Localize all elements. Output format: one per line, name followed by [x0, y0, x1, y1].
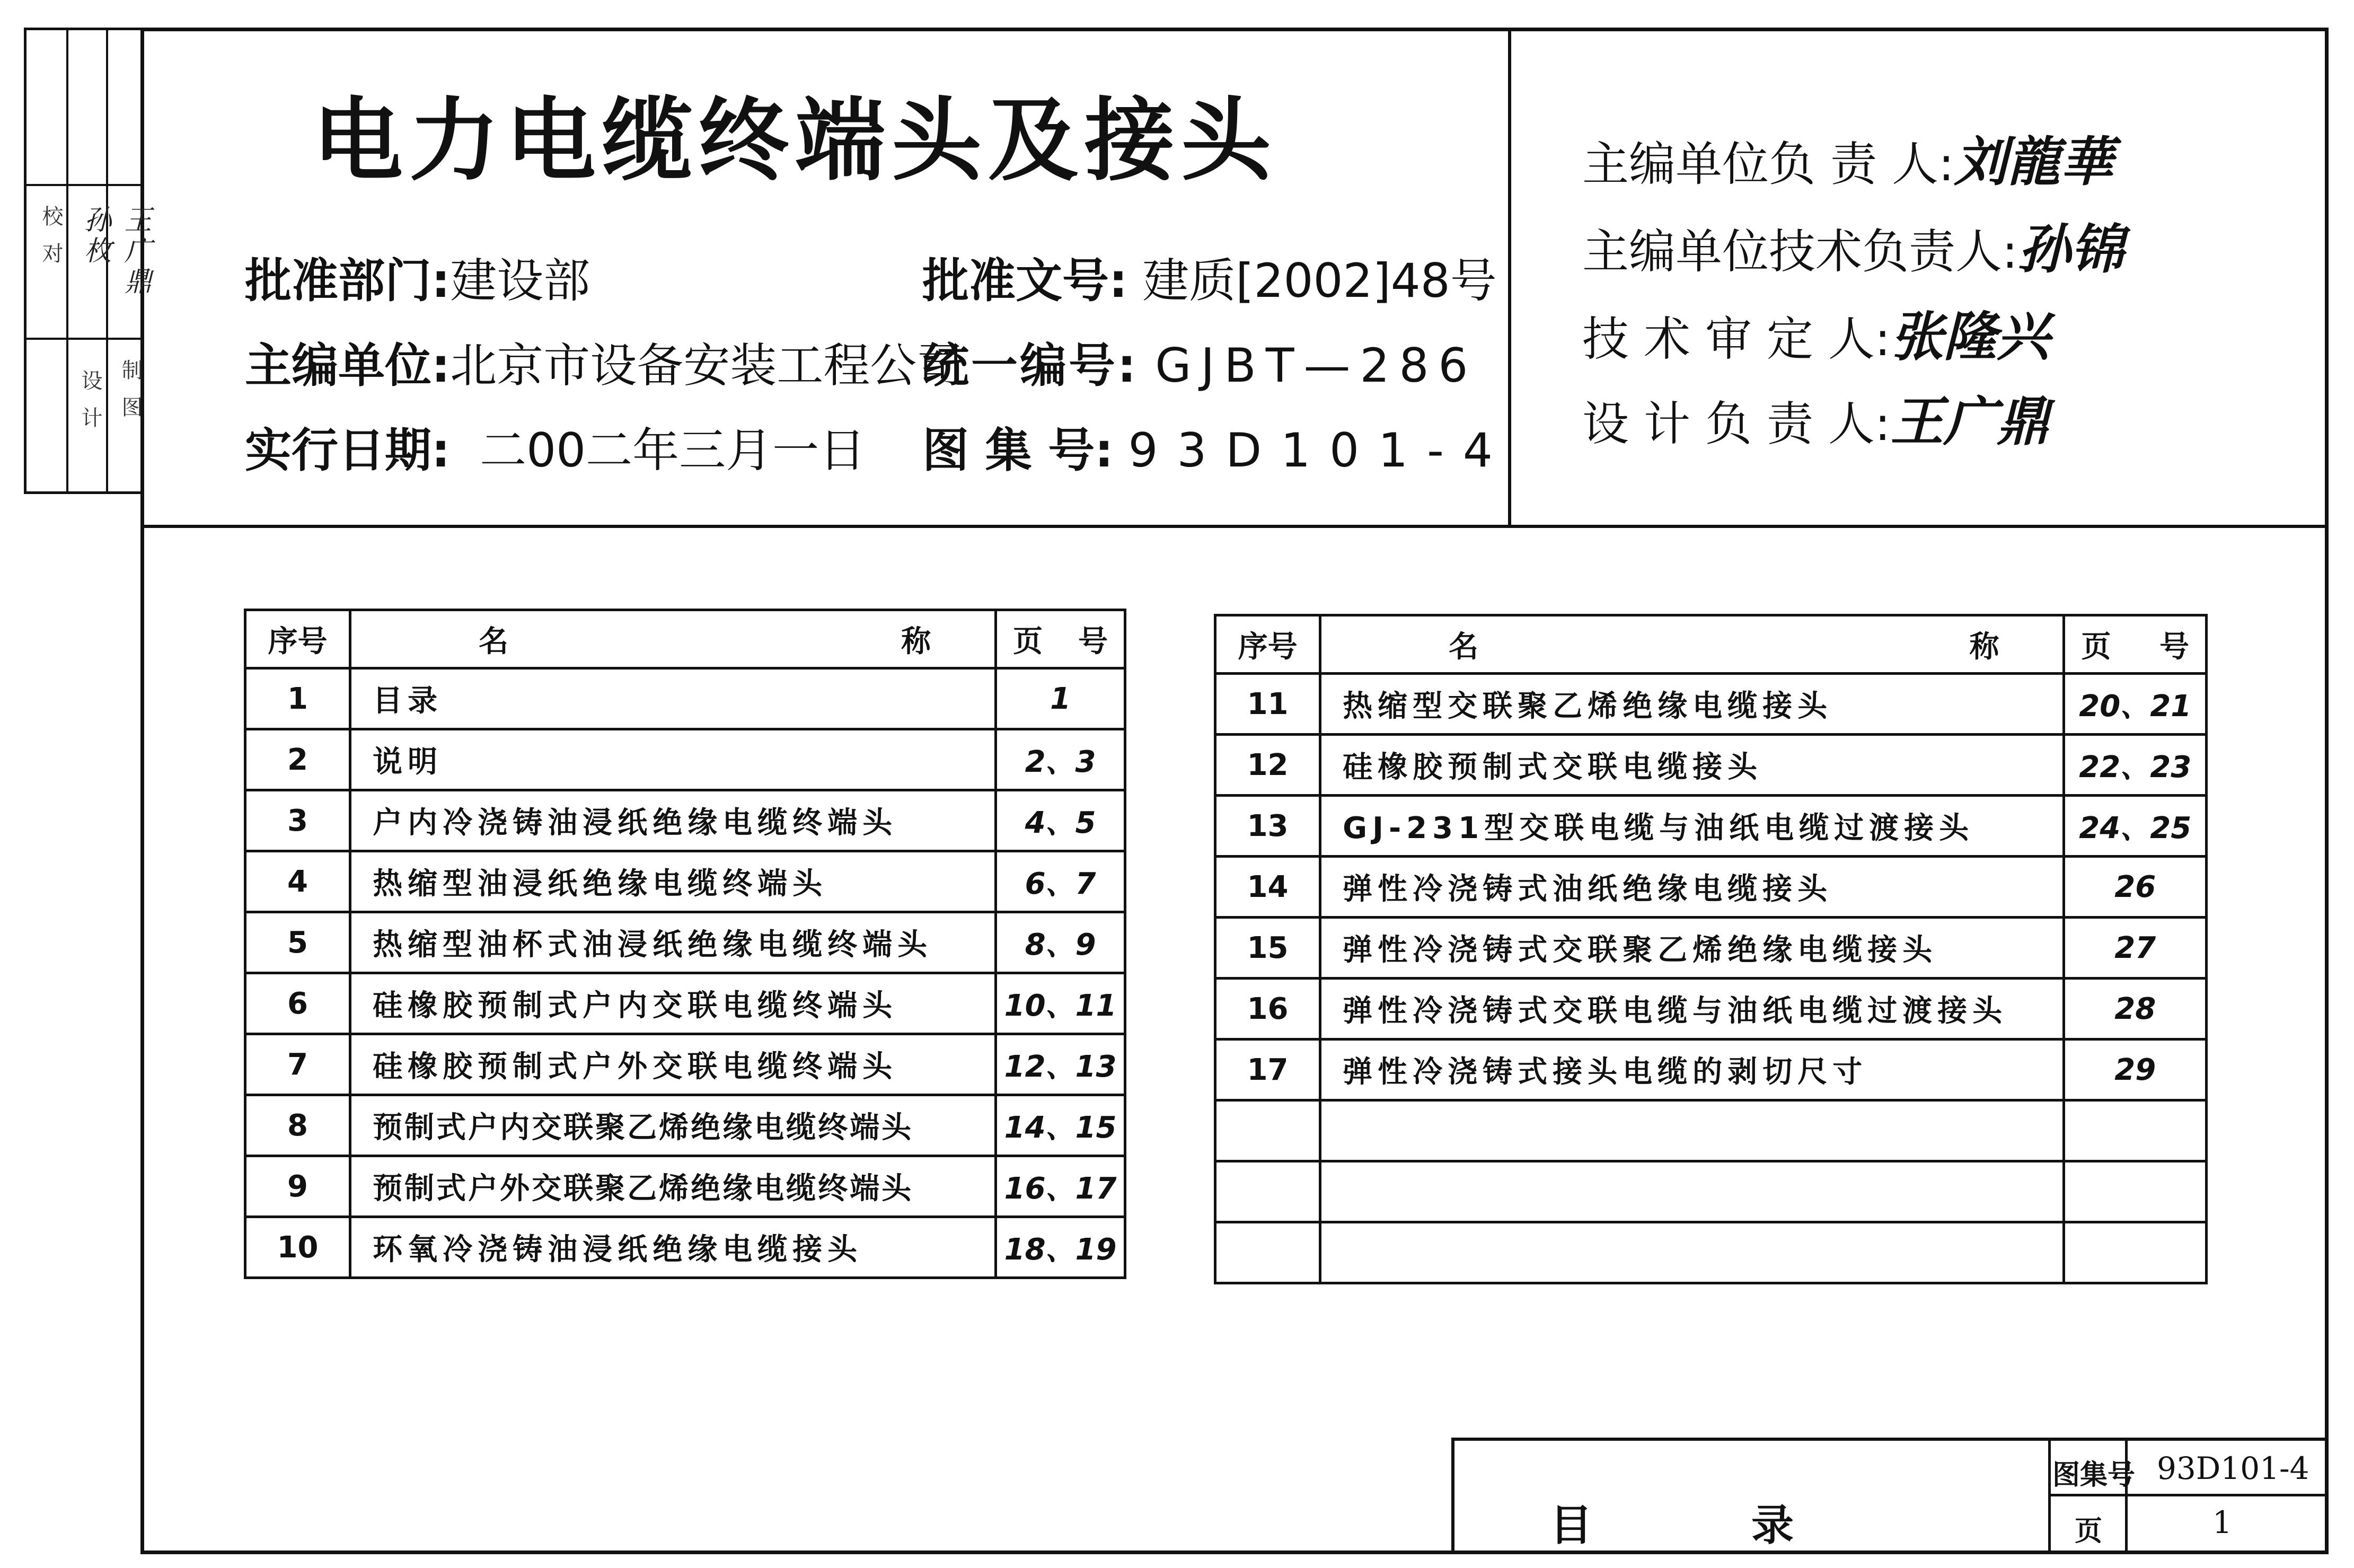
strip-label-design: 设计 — [78, 369, 102, 444]
strip-signature-2: 王广鼎 — [119, 205, 151, 297]
header-divider — [140, 525, 2329, 528]
table-row — [1215, 1100, 2207, 1161]
table-row: 5 热缩型油杯式油浸纸绝缘电缆终端头 8、9 — [245, 912, 1125, 973]
table-header-row — [245, 610, 1125, 668]
review-strip — [24, 28, 151, 494]
header-page: 页 号 — [2064, 615, 2207, 674]
personnel-row: 技 术 审 定 人:张隆兴 — [1582, 305, 2050, 368]
table-row: 12 硅橡胶预制式交联电缆接头 22、23 — [1215, 735, 2207, 796]
header-name: 名 称 — [1320, 615, 2064, 674]
header-no: 序号 — [245, 610, 350, 668]
strip-signature-1: 孙枚 — [79, 205, 111, 267]
header-name: 名 称 — [350, 610, 996, 668]
strip-label-draw: 制图 — [118, 359, 143, 433]
table-header-row — [1215, 615, 2207, 674]
signature: 张隆兴 — [1890, 305, 2050, 368]
table-row: 1 目录 1 — [245, 668, 1125, 729]
table-row: 4 热缩型油浸纸绝缘电缆终端头 6、7 — [245, 851, 1125, 912]
table-row: 11 热缩型交联聚乙烯绝缘电缆接头 20、21 — [1215, 674, 2207, 735]
signature: 刘龍華 — [1954, 130, 2113, 193]
effective-date: 实行日期: 二00二年三月一日 — [245, 423, 866, 478]
table-row: 8 预制式户内交联聚乙烯绝缘电缆终端头 14、15 — [245, 1095, 1125, 1156]
table-row: 9 预制式户外交联聚乙烯绝缘电缆终端头 16、17 — [245, 1156, 1125, 1217]
table-row — [1215, 1222, 2207, 1283]
header-page: 页 号 — [996, 610, 1125, 668]
table-row: 17 弹性冷浇铸式接头电缆的剥切尺寸 29 — [1215, 1040, 2207, 1100]
atlas-value: 93D101-4 — [2157, 1450, 2309, 1486]
table-row: 13 GJ-231型交联电缆与油纸电缆过渡接头 24、25 — [1215, 796, 2207, 857]
personnel-row: 主编单位负 责 人:刘龍華 — [1582, 130, 2113, 193]
table-row: 2 说明 2、3 — [245, 729, 1125, 790]
atlas-label: 图集号 — [2052, 1459, 2136, 1491]
table-row: 16 弹性冷浇铸式交联电缆与油纸电缆过渡接头 28 — [1215, 979, 2207, 1040]
table-row: 3 户内冷浇铸油浸纸绝缘电缆终端头 4、5 — [245, 790, 1125, 851]
table-row — [1215, 1161, 2207, 1222]
atlas-number: 图 集 号: 93D101-4 — [922, 423, 1512, 478]
strip-label-check: 校对 — [39, 205, 63, 279]
approval-dept: 批准部门:建设部 — [245, 253, 590, 308]
contents-table-left — [244, 609, 1126, 1279]
title-block — [1451, 1438, 2329, 1554]
editor-unit: 主编单位:北京市设备安装工程公司 — [245, 338, 964, 393]
personnel-row: 设 计 负 责 人:王广鼎 — [1582, 390, 2050, 453]
table-row: 6 硅橡胶预制式户内交联电缆终端头 10、11 — [245, 973, 1125, 1034]
table-row: 14 弹性冷浇铸式油纸绝缘电缆接头 26 — [1215, 857, 2207, 918]
page-label: 页 — [2075, 1516, 2103, 1547]
contents-table-right — [1214, 614, 2208, 1284]
approval-doc: 批准文号: 建质[2002]48号 — [922, 253, 1497, 308]
serial-number: 统一编号: GJBT—286 — [922, 338, 1478, 393]
page-title: 电力电缆终端头及接头 — [313, 89, 1278, 193]
signature: 王广鼎 — [1890, 390, 2050, 453]
table-row: 7 硅橡胶预制式户外交联电缆终端头 12、13 — [245, 1034, 1125, 1095]
header-no: 序号 — [1215, 615, 1320, 674]
title-block-title: 目录 — [1550, 1501, 1953, 1550]
personnel-row: 主编单位技术负责人:孙锦 — [1582, 218, 2124, 280]
table-row: 15 弹性冷浇铸式交联聚乙烯绝缘电缆接头 27 — [1215, 918, 2207, 979]
page-value: 1 — [2212, 1504, 2232, 1540]
table-row: 10 环氧冷浇铸油浸纸绝缘电缆接头 18、19 — [245, 1217, 1125, 1278]
signature: 孙锦 — [2017, 218, 2124, 280]
